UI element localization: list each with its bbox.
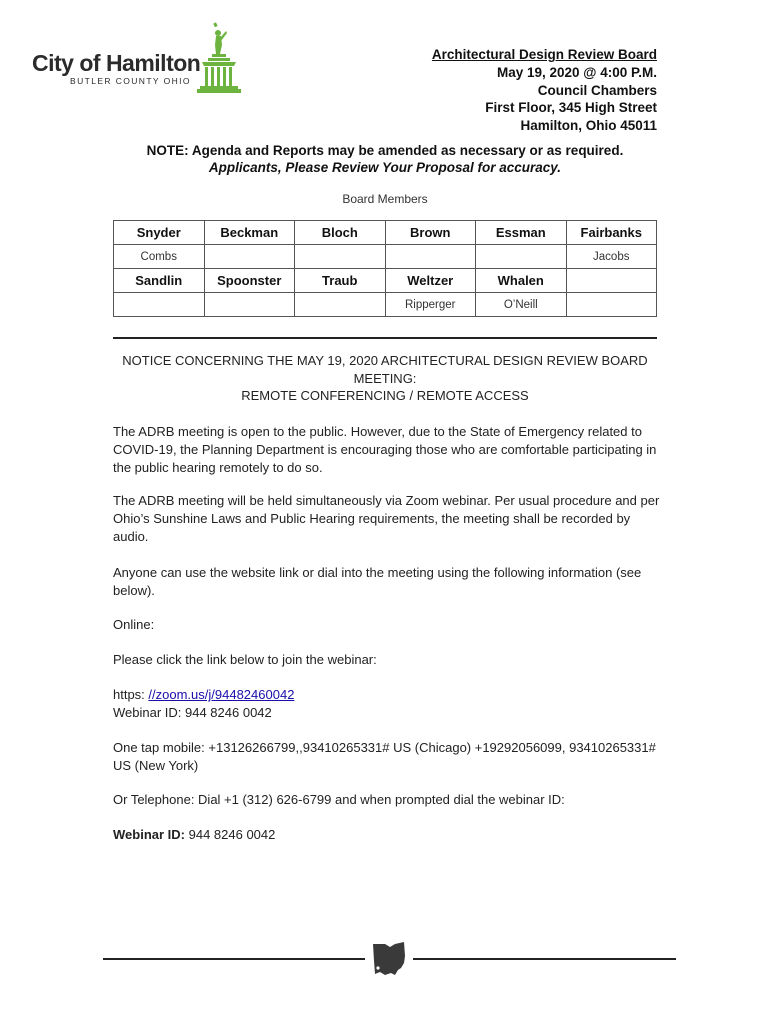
notice-title-line: MEETING: <box>353 370 417 386</box>
soldiers-monument-icon <box>195 22 245 94</box>
footer-rule-left <box>103 958 365 960</box>
paragraph-access-info: Anyone can use the website link or dial into the meeting using the following information (see below). <box>113 565 642 598</box>
paragraph-zoom-webinar: The ADRB meeting will be held simultaneously via Zoom webinar. Per usual procedure and per Ohio’s Sunshine Laws and Public Hearing requirements, the meeting shall be recorded by audio. <box>113 493 660 544</box>
notice-subtitle: REMOTE CONFERENCING / REMOTE ACCESS <box>241 388 529 403</box>
ohio-state-icon <box>371 941 407 977</box>
member-cell <box>566 269 657 293</box>
member-cell <box>566 293 657 317</box>
member-cell <box>385 245 476 269</box>
member-cell: Spoonster <box>204 269 295 293</box>
member-cell: Weltzer <box>385 269 476 293</box>
member-cell: Ripperger <box>385 293 476 317</box>
member-cell <box>114 293 205 317</box>
member-cell: Snyder <box>114 221 205 245</box>
member-cell <box>204 245 295 269</box>
zoom-webinar-link[interactable]: //zoom.us/j/94482460042 <box>148 687 295 702</box>
member-cell: Essman <box>476 221 567 245</box>
section-divider <box>113 337 657 339</box>
member-cell <box>204 293 295 317</box>
webinar-id-value: 944 8246 0042 <box>185 827 276 842</box>
member-cell <box>295 293 386 317</box>
member-cell: Whalen <box>476 269 567 293</box>
applicant-note: Applicants, Please Review Your Proposal for accuracy. <box>208 160 562 175</box>
member-cell: Sandlin <box>114 269 205 293</box>
final-webinar-id <box>113 826 663 844</box>
table-row <box>114 293 657 317</box>
webinar-link-block <box>113 686 663 722</box>
member-cell: Combs <box>114 245 205 269</box>
agenda-note: NOTE: Agenda and Reports may be amended as necessary or as required. <box>146 143 624 158</box>
one-tap-mobile: One tap mobile: +13126266799,,93410265331# US (Chicago) +19292056099, 93410265331# US (New York) <box>113 740 656 773</box>
member-cell: Jacobs <box>566 245 657 269</box>
online-heading: Online: <box>113 617 155 632</box>
table-row <box>114 269 657 293</box>
member-cell: Traub <box>295 269 386 293</box>
member-cell: O’Neill <box>476 293 567 317</box>
click-instruction: Please click the link below to join the webinar: <box>113 652 377 667</box>
meeting-date: May 19, 2020 @ 4:00 P.M. <box>496 64 657 80</box>
paragraph-public-access: The ADRB meeting is open to the public. However, due to the State of Emergency related to COVID-19, the Planning Department is encouraging those who are comfortable participating in the public hearing remotely to do so. <box>113 424 657 475</box>
board-members-table <box>113 220 657 317</box>
footer-rule-right <box>413 958 676 960</box>
member-cell: Beckman <box>204 221 295 245</box>
member-cell: Brown <box>385 221 476 245</box>
meeting-city: Hamilton, Ohio 45011 <box>520 118 657 134</box>
notice-title-line: NOTICE CONCERNING THE MAY 19, 2020 ARCHITECTURAL DESIGN REVIEW BOARD <box>122 353 648 368</box>
member-cell <box>476 245 567 269</box>
city-logo <box>32 22 247 96</box>
telephone-instructions: Or Telephone: Dial +1 (312) 626-6799 and when prompted dial the webinar ID: <box>113 792 565 807</box>
webinar-id-label: Webinar ID: <box>113 827 185 842</box>
logo-county-name: BUTLER COUNTY OHIO <box>70 76 191 86</box>
https-prefix: https: <box>113 687 149 702</box>
table-row <box>114 245 657 269</box>
board-title: Architectural Design Review Board <box>431 47 657 62</box>
webinar-id-line: Webinar ID: 944 8246 0042 <box>113 704 272 720</box>
board-members-label: Board Members <box>342 192 428 206</box>
table-row <box>114 221 657 245</box>
meeting-header <box>432 46 657 135</box>
meeting-room: Council Chambers <box>537 82 657 98</box>
member-cell: Bloch <box>295 221 386 245</box>
member-cell <box>295 245 386 269</box>
notice-title <box>113 352 657 405</box>
meeting-address: First Floor, 345 High Street <box>485 100 657 116</box>
logo-city-name: City of Hamilton <box>32 50 201 76</box>
member-cell: Fairbanks <box>566 221 657 245</box>
